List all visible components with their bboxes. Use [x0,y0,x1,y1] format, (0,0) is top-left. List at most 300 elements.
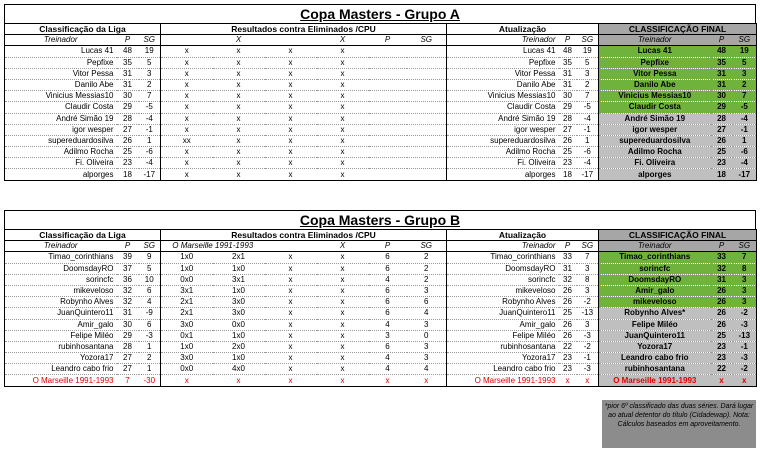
trainer-name: O Marseille 1991-1993 [5,375,117,386]
final-points: 25 [711,147,733,158]
group-b [4,210,756,387]
update-goal-diff: 8 [577,274,599,285]
goal-diff: 2 [139,79,161,90]
final-goal-diff: -2 [733,308,757,319]
table-row [5,341,757,352]
result-goal-diff [407,135,447,146]
section-header-liga: Classificação da Liga [5,230,161,241]
update-name: André Simão 19 [447,113,559,124]
trainer-name: rubinhosantana [5,341,117,352]
final-goal-diff: -3 [733,319,757,330]
result: 4x0 [213,364,265,375]
result: 3x0 [161,319,213,330]
column-header: P [369,35,407,46]
table-row [5,113,757,124]
result: x [265,68,317,79]
goal-diff: -1 [139,124,161,135]
update-goal-diff: 7 [577,91,599,102]
trainer-name: Fi. Oliveira [5,158,117,169]
final-goal-diff: -13 [733,330,757,341]
points: 23 [117,158,139,169]
result: x [265,79,317,90]
trainer-name: alporges [5,169,117,180]
result-goal-diff: 6 [407,297,447,308]
column-header: X [317,35,369,46]
result-goal-diff [407,124,447,135]
goal-diff: 19 [139,46,161,57]
table-row [5,124,757,135]
column-header: P [117,241,139,252]
table-row [5,308,757,319]
table-row [5,68,757,79]
column-header: SG [577,241,599,252]
table-row [5,375,757,386]
final-points: 18 [711,169,733,180]
update-goal-diff: -13 [577,308,599,319]
final-points: 22 [711,364,733,375]
update-goal-diff: 3 [577,263,599,274]
result: 3x0 [213,308,265,319]
table-row [5,158,757,169]
update-goal-diff: -2 [577,297,599,308]
result-points: 4 [369,364,407,375]
result-points [369,135,407,146]
trainer-name: Lucas 41 [5,46,117,57]
column-header: Treinador [447,241,559,252]
goal-diff: 2 [139,353,161,364]
goal-diff: 1 [139,364,161,375]
result-goal-diff [407,113,447,124]
final-goal-diff: -5 [733,102,757,113]
result-points: 6 [369,252,407,263]
result: x [265,135,317,146]
trainer-name: Claudir Costa [5,102,117,113]
final-name: Vitor Pessa [599,68,711,79]
result-points [369,91,407,102]
result: x [265,169,317,180]
final-points: x [711,375,733,386]
table-row [5,274,757,285]
update-points: 23 [559,364,577,375]
result: 1x0 [161,263,213,274]
final-name: mikeveloso [599,297,711,308]
update-goal-diff: -6 [577,147,599,158]
table-row [5,169,757,180]
update-goal-diff: -1 [577,353,599,364]
result-goal-diff [407,79,447,90]
group-a-table [4,23,757,181]
result: x [317,341,369,352]
update-name: mikeveloso [447,285,559,296]
result: x [265,263,317,274]
update-name: igor wesper [447,124,559,135]
result: x [265,308,317,319]
final-name: DoomsdayRO [599,274,711,285]
section-header-results: Resultados contra Eliminados /CPU [161,230,447,241]
result: x [317,330,369,341]
result: x [161,147,213,158]
column-header: Treinador [599,35,711,46]
column-header: X [317,241,369,252]
result: x [317,274,369,285]
column-header: SG [733,241,757,252]
final-name: Danilo Abe [599,79,711,90]
update-points: 25 [559,147,577,158]
table-row [5,102,757,113]
trainer-name: Robynho Alves [5,297,117,308]
footnote: *pior 6º classificado das duas séries. Dará lugar ao atual detentor do título (Cidadewap). Nota: Cálculos baseados em aproveitamento. [602,400,756,448]
final-goal-diff: -2 [733,364,757,375]
result-goal-diff [407,147,447,158]
goal-diff: -17 [139,169,161,180]
final-points: 35 [711,57,733,68]
column-header: P [369,241,407,252]
points: 18 [117,169,139,180]
result: x [213,113,265,124]
section-header-liga: Classificação da Liga [5,24,161,35]
update-name: Robynho Alves [447,297,559,308]
update-name: Felipe Miléo [447,330,559,341]
result: 2x1 [161,297,213,308]
result: x [265,319,317,330]
final-name: Leandro cabo frio [599,353,711,364]
final-goal-diff: 8 [733,263,757,274]
result: x [213,57,265,68]
column-header: SG [733,35,757,46]
result-goal-diff: 4 [407,308,447,319]
final-points: 25 [711,330,733,341]
update-name: alporges [447,169,559,180]
result-points [369,102,407,113]
final-name: igor wesper [599,124,711,135]
result: x [161,57,213,68]
result: x [317,91,369,102]
update-name: Danilo Abe [447,79,559,90]
points: 48 [117,46,139,57]
result: x [265,158,317,169]
result: 0x0 [161,274,213,285]
points: 37 [117,263,139,274]
trainer-name: Leandro cabo frio [5,364,117,375]
trainer-name: igor wesper [5,124,117,135]
result: x [213,169,265,180]
final-goal-diff: 1 [733,135,757,146]
result: x [213,158,265,169]
group-a [4,4,756,181]
final-goal-diff: 7 [733,252,757,263]
final-points: 31 [711,68,733,79]
final-goal-diff: -17 [733,169,757,180]
column-header: P [559,35,577,46]
result: x [213,46,265,57]
result: x [317,135,369,146]
result: x [265,57,317,68]
section-header-final: CLASSIFICAÇÃO FINAL [599,230,757,241]
result: x [317,285,369,296]
final-points: 30 [711,91,733,102]
final-points: 31 [711,79,733,90]
result: x [317,158,369,169]
result: x [213,102,265,113]
final-name: Felipe Miléo [599,319,711,330]
update-goal-diff: 3 [577,319,599,330]
result: x [317,169,369,180]
points: 35 [117,57,139,68]
update-points: 26 [559,330,577,341]
result: x [161,113,213,124]
table-row [5,319,757,330]
result: 0x0 [161,364,213,375]
result-goal-diff: 3 [407,285,447,296]
result-points [369,57,407,68]
result-points: 6 [369,341,407,352]
trainer-name: sorincfc [5,274,117,285]
final-goal-diff: 5 [733,57,757,68]
result-goal-diff: 0 [407,330,447,341]
points: 25 [117,147,139,158]
update-goal-diff: 7 [577,252,599,263]
result: x [213,124,265,135]
result: x [265,364,317,375]
goal-diff: 6 [139,285,161,296]
trainer-name: JuanQuintero11 [5,308,117,319]
final-goal-diff: -1 [733,341,757,352]
update-goal-diff: 3 [577,285,599,296]
result: x [265,274,317,285]
result: x [317,308,369,319]
update-name: Lucas 41 [447,46,559,57]
goal-diff: 7 [139,91,161,102]
final-points: 26 [711,308,733,319]
final-name: Pepfixe [599,57,711,68]
section-header-final: CLASSIFICAÇÃO FINAL [599,24,757,35]
result-points: 4 [369,319,407,330]
column-header: SG [139,241,161,252]
update-name: Leandro cabo frio [447,364,559,375]
goal-diff: 10 [139,274,161,285]
result-points: 6 [369,263,407,274]
result-goal-diff [407,46,447,57]
update-goal-diff: 2 [577,79,599,90]
update-points: 22 [559,341,577,352]
column-header: SG [407,241,447,252]
column-header: P [559,241,577,252]
final-goal-diff: 2 [733,79,757,90]
goal-diff: -5 [139,102,161,113]
result: x [265,353,317,364]
result: 3x0 [213,297,265,308]
result: x [161,79,213,90]
section-header-update: Atualização [447,230,599,241]
final-name: Timao_corinthians [599,252,711,263]
result: x [317,147,369,158]
result: x [265,285,317,296]
points: 30 [117,91,139,102]
trainer-name: Yozora17 [5,353,117,364]
points: 31 [117,308,139,319]
result: 1x0 [213,353,265,364]
update-name: rubinhosantana [447,341,559,352]
result-goal-diff: 3 [407,353,447,364]
column-header: SG [139,35,161,46]
update-goal-diff: -17 [577,169,599,180]
update-name: O Marseille 1991-1993 [447,375,559,386]
result: x [161,68,213,79]
result-points: x [369,375,407,386]
final-points: 27 [711,124,733,135]
goal-diff: 3 [139,68,161,79]
result: 0x0 [213,319,265,330]
final-goal-diff: x [733,375,757,386]
result: x [317,364,369,375]
update-name: Yozora17 [447,353,559,364]
column-header: O Marseille 1991-1993 [161,241,265,252]
result: x [265,113,317,124]
table-row [5,330,757,341]
column-header: P [711,241,733,252]
result: x [317,113,369,124]
final-name: Fi. Oliveira [599,158,711,169]
result: x [161,375,213,386]
result: x [265,147,317,158]
final-points: 28 [711,113,733,124]
result-goal-diff [407,91,447,102]
update-points: 26 [559,297,577,308]
trainer-name: Pepfixe [5,57,117,68]
final-points: 26 [711,135,733,146]
result-goal-diff: 4 [407,364,447,375]
result: x [265,46,317,57]
result: x [213,79,265,90]
result: x [317,68,369,79]
result: x [265,124,317,135]
trainer-name: mikeveloso [5,285,117,296]
update-points: 35 [559,57,577,68]
column-header [161,35,213,46]
final-name: Robynho Alves* [599,308,711,319]
result-points [369,158,407,169]
points: 7 [117,375,139,386]
result-goal-diff: 2 [407,274,447,285]
result-goal-diff [407,158,447,169]
final-name: O Marseille 1991-1993 [599,375,711,386]
result: x [213,68,265,79]
goal-diff: 5 [139,57,161,68]
table-row [5,135,757,146]
update-points: 26 [559,319,577,330]
update-points: 31 [559,68,577,79]
final-points: 23 [711,158,733,169]
result: x [265,252,317,263]
result-points [369,68,407,79]
update-goal-diff: -4 [577,113,599,124]
result: 3x1 [161,285,213,296]
goal-diff: -4 [139,158,161,169]
points: 29 [117,330,139,341]
result-goal-diff [407,68,447,79]
points: 28 [117,341,139,352]
result-points [369,113,407,124]
update-points: 28 [559,113,577,124]
update-name: JuanQuintero11 [447,308,559,319]
final-name: rubinhosantana [599,364,711,375]
result-points [369,147,407,158]
update-name: Vinicius Messias10 [447,91,559,102]
final-points: 23 [711,341,733,352]
goal-diff: -30 [139,375,161,386]
result: 2x0 [213,341,265,352]
update-points: 29 [559,102,577,113]
result-points: 6 [369,297,407,308]
goal-diff: -4 [139,113,161,124]
update-goal-diff: 5 [577,57,599,68]
result: x [161,158,213,169]
result: x [265,375,317,386]
points: 31 [117,68,139,79]
trainer-name: Felipe Miléo [5,330,117,341]
result: x [265,297,317,308]
update-points: 23 [559,353,577,364]
points: 32 [117,285,139,296]
table-row [5,91,757,102]
points: 32 [117,297,139,308]
result-points [369,169,407,180]
result: x [317,353,369,364]
points: 39 [117,252,139,263]
final-name: Vinicius Messias10 [599,91,711,102]
trainer-name: DoomsdayRO [5,263,117,274]
result: x [161,124,213,135]
result: x [317,57,369,68]
points: 31 [117,79,139,90]
table-row [5,79,757,90]
final-points: 48 [711,46,733,57]
update-points: 30 [559,91,577,102]
result: x [161,102,213,113]
result: 2x1 [161,308,213,319]
result: x [265,91,317,102]
update-name: supereduardosilva [447,135,559,146]
update-name: Amir_galo [447,319,559,330]
update-points: 32 [559,274,577,285]
result-goal-diff [407,102,447,113]
result: x [317,79,369,90]
result-goal-diff: 2 [407,252,447,263]
column-header: SG [407,35,447,46]
section-header-results: Resultados contra Eliminados /CPU [161,24,447,35]
final-name: Adilmo Rocha [599,147,711,158]
result: x [265,330,317,341]
result: x [213,135,265,146]
update-points: 31 [559,79,577,90]
final-name: Yozora17 [599,341,711,352]
points: 30 [117,319,139,330]
final-name: sorincfc [599,263,711,274]
result-goal-diff: 3 [407,319,447,330]
group-a-title: Copa Masters - Grupo A [4,4,756,23]
trainer-name: Timao_corinthians [5,252,117,263]
final-goal-diff: 3 [733,285,757,296]
result: x [317,252,369,263]
column-header [265,35,317,46]
table-row [5,252,757,263]
goal-diff: 4 [139,297,161,308]
result: x [213,91,265,102]
goal-diff: -3 [139,330,161,341]
group-b-title: Copa Masters - Grupo B [4,210,756,229]
update-points: 18 [559,169,577,180]
final-name: Claudir Costa [599,102,711,113]
